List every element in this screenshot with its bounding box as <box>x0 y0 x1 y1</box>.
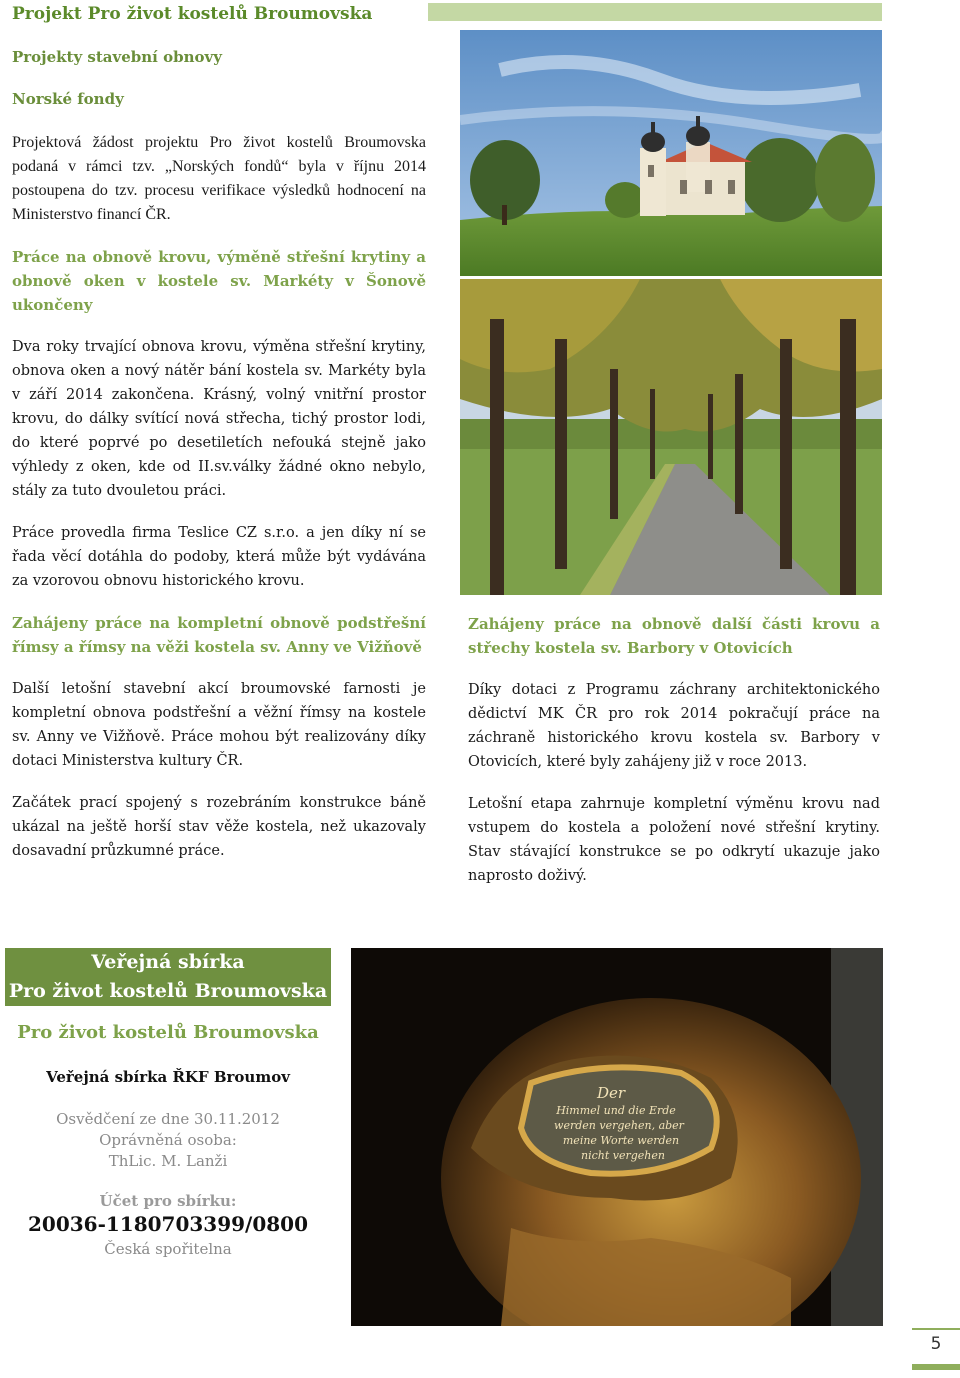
pulpit-text-4: meine Worte werden <box>562 1134 680 1147</box>
page-title: Projekt Pro život kostelů Broumovska <box>12 4 373 24</box>
section-heading: Projekty stavební obnovy <box>12 48 222 66</box>
heading-viznov: Zahájeny práce na kompletní obnově podstřešní římsy a římsy na věži kostela sv. Anny ve Vižňově <box>12 614 426 656</box>
heading-otovice: Zahájeny práce na obnově další části krovu a střechy kostela sv. Barbory v Otovicích <box>468 615 880 657</box>
fundraising-banner <box>5 948 331 1006</box>
page-number-rule-top <box>912 1328 960 1330</box>
account-number: 20036-1180703399/0800 <box>27 1212 308 1236</box>
paragraph-teslice: Práce provedla firma Teslice CZ s.r.o. a jen díky ní se řada věcí dotáhla do podoby, která může být vydávána za vzorovou obnovu historického krovu. <box>12 525 426 589</box>
paragraph-etapa: Letošní etapa zahrnuje kompletní výměnu krovu nad vstupem do kostela a položení nové střešní krytiny. Stav stávající konstrukce se po odkrytí ukazuje jako naprosto doživý. <box>468 796 880 884</box>
alley-photo <box>460 279 882 595</box>
bank-name: Česká spořitelna <box>104 1240 232 1258</box>
banner-line-2: Pro život kostelů Broumovska <box>8 980 328 1002</box>
subsection-heading: Norské fondy <box>12 90 124 108</box>
church-photo <box>460 30 882 276</box>
pulpit-text-3: werden vergehen, aber <box>554 1119 684 1132</box>
account-label: Účet pro sbírku: <box>99 1192 237 1210</box>
pulpit-photo <box>351 948 883 1326</box>
page-number: 5 <box>930 1334 942 1354</box>
page-number-rule-bottom <box>912 1364 960 1370</box>
banner-line-1: Veřejná sbírka <box>91 951 245 973</box>
paragraph-viznov: Další letošní stavební akcí broumovské farnosti je kompletní obnova podstřešní a věžní římsy na kostele sv. Anny ve Vižňově. Práce mohou být realizovány díky dotaci Ministerstva kultury ČR. <box>12 681 426 769</box>
collector-name: Veřejná sbírka ŘKF Broumov <box>46 1068 290 1086</box>
pulpit-text-5: nicht vergehen <box>581 1149 665 1162</box>
header-bar <box>428 3 882 21</box>
heading-sonov: Práce na obnově krovu, výměně střešní krytiny a obnově oken v kostele sv. Markéty v Šonově ukončeny <box>12 248 426 314</box>
paragraph-sonov: Dva roky trvající obnova krovu, výměna střešní krytiny, obnova oken a nový nátěr bání kostela sv. Markéty byla v září 2014 zakončena. Krásný, volný vnitřní prostor krovu, do dálky svítící nová střecha, tichý prostor lodi, do které poprvé po desetiletích nefouká stejně jako výhledy z oken, kde od II.sv.války žádné okno nebylo, stály za tuto dvouletou práci. <box>12 339 426 499</box>
fundraising-subtitle: Pro život kostelů Broumovska <box>17 1022 319 1043</box>
certificate-date: Osvědčení ze dne 30.11.2012 <box>56 1110 280 1128</box>
authorized-person-label: Oprávněná osoba: <box>99 1131 237 1149</box>
paragraph-bane: Začátek prací spojený s rozebráním konstrukce báně ukázal na ještě horší stav věže kostela, než ukazovaly dosavadní průzkumné práce. <box>12 795 426 859</box>
pulpit-text-1: Der <box>596 1084 626 1102</box>
paragraph-norske-fondy: Projektová žádost projektu Pro život kostelů Broumovska podaná v rámci tzv. „Norských fondů“ byla v říjnu 2014 postoupena do tzv. procesu verifikace výsledků hodnocení na Ministerstvo financí ČR. <box>12 134 426 223</box>
authorized-person: ThLic. M. Lanži <box>108 1152 228 1170</box>
paragraph-otovice: Díky dotaci z Programu záchrany architektonického dědictví MK ČR pro rok 2014 pokračují práce na záchraně historického krovu kostela sv. Barbory v Otovicích, které byly zahájeny již v roce 2013. <box>468 682 880 770</box>
pulpit-text-2: Himmel und die Erde <box>556 1104 676 1117</box>
